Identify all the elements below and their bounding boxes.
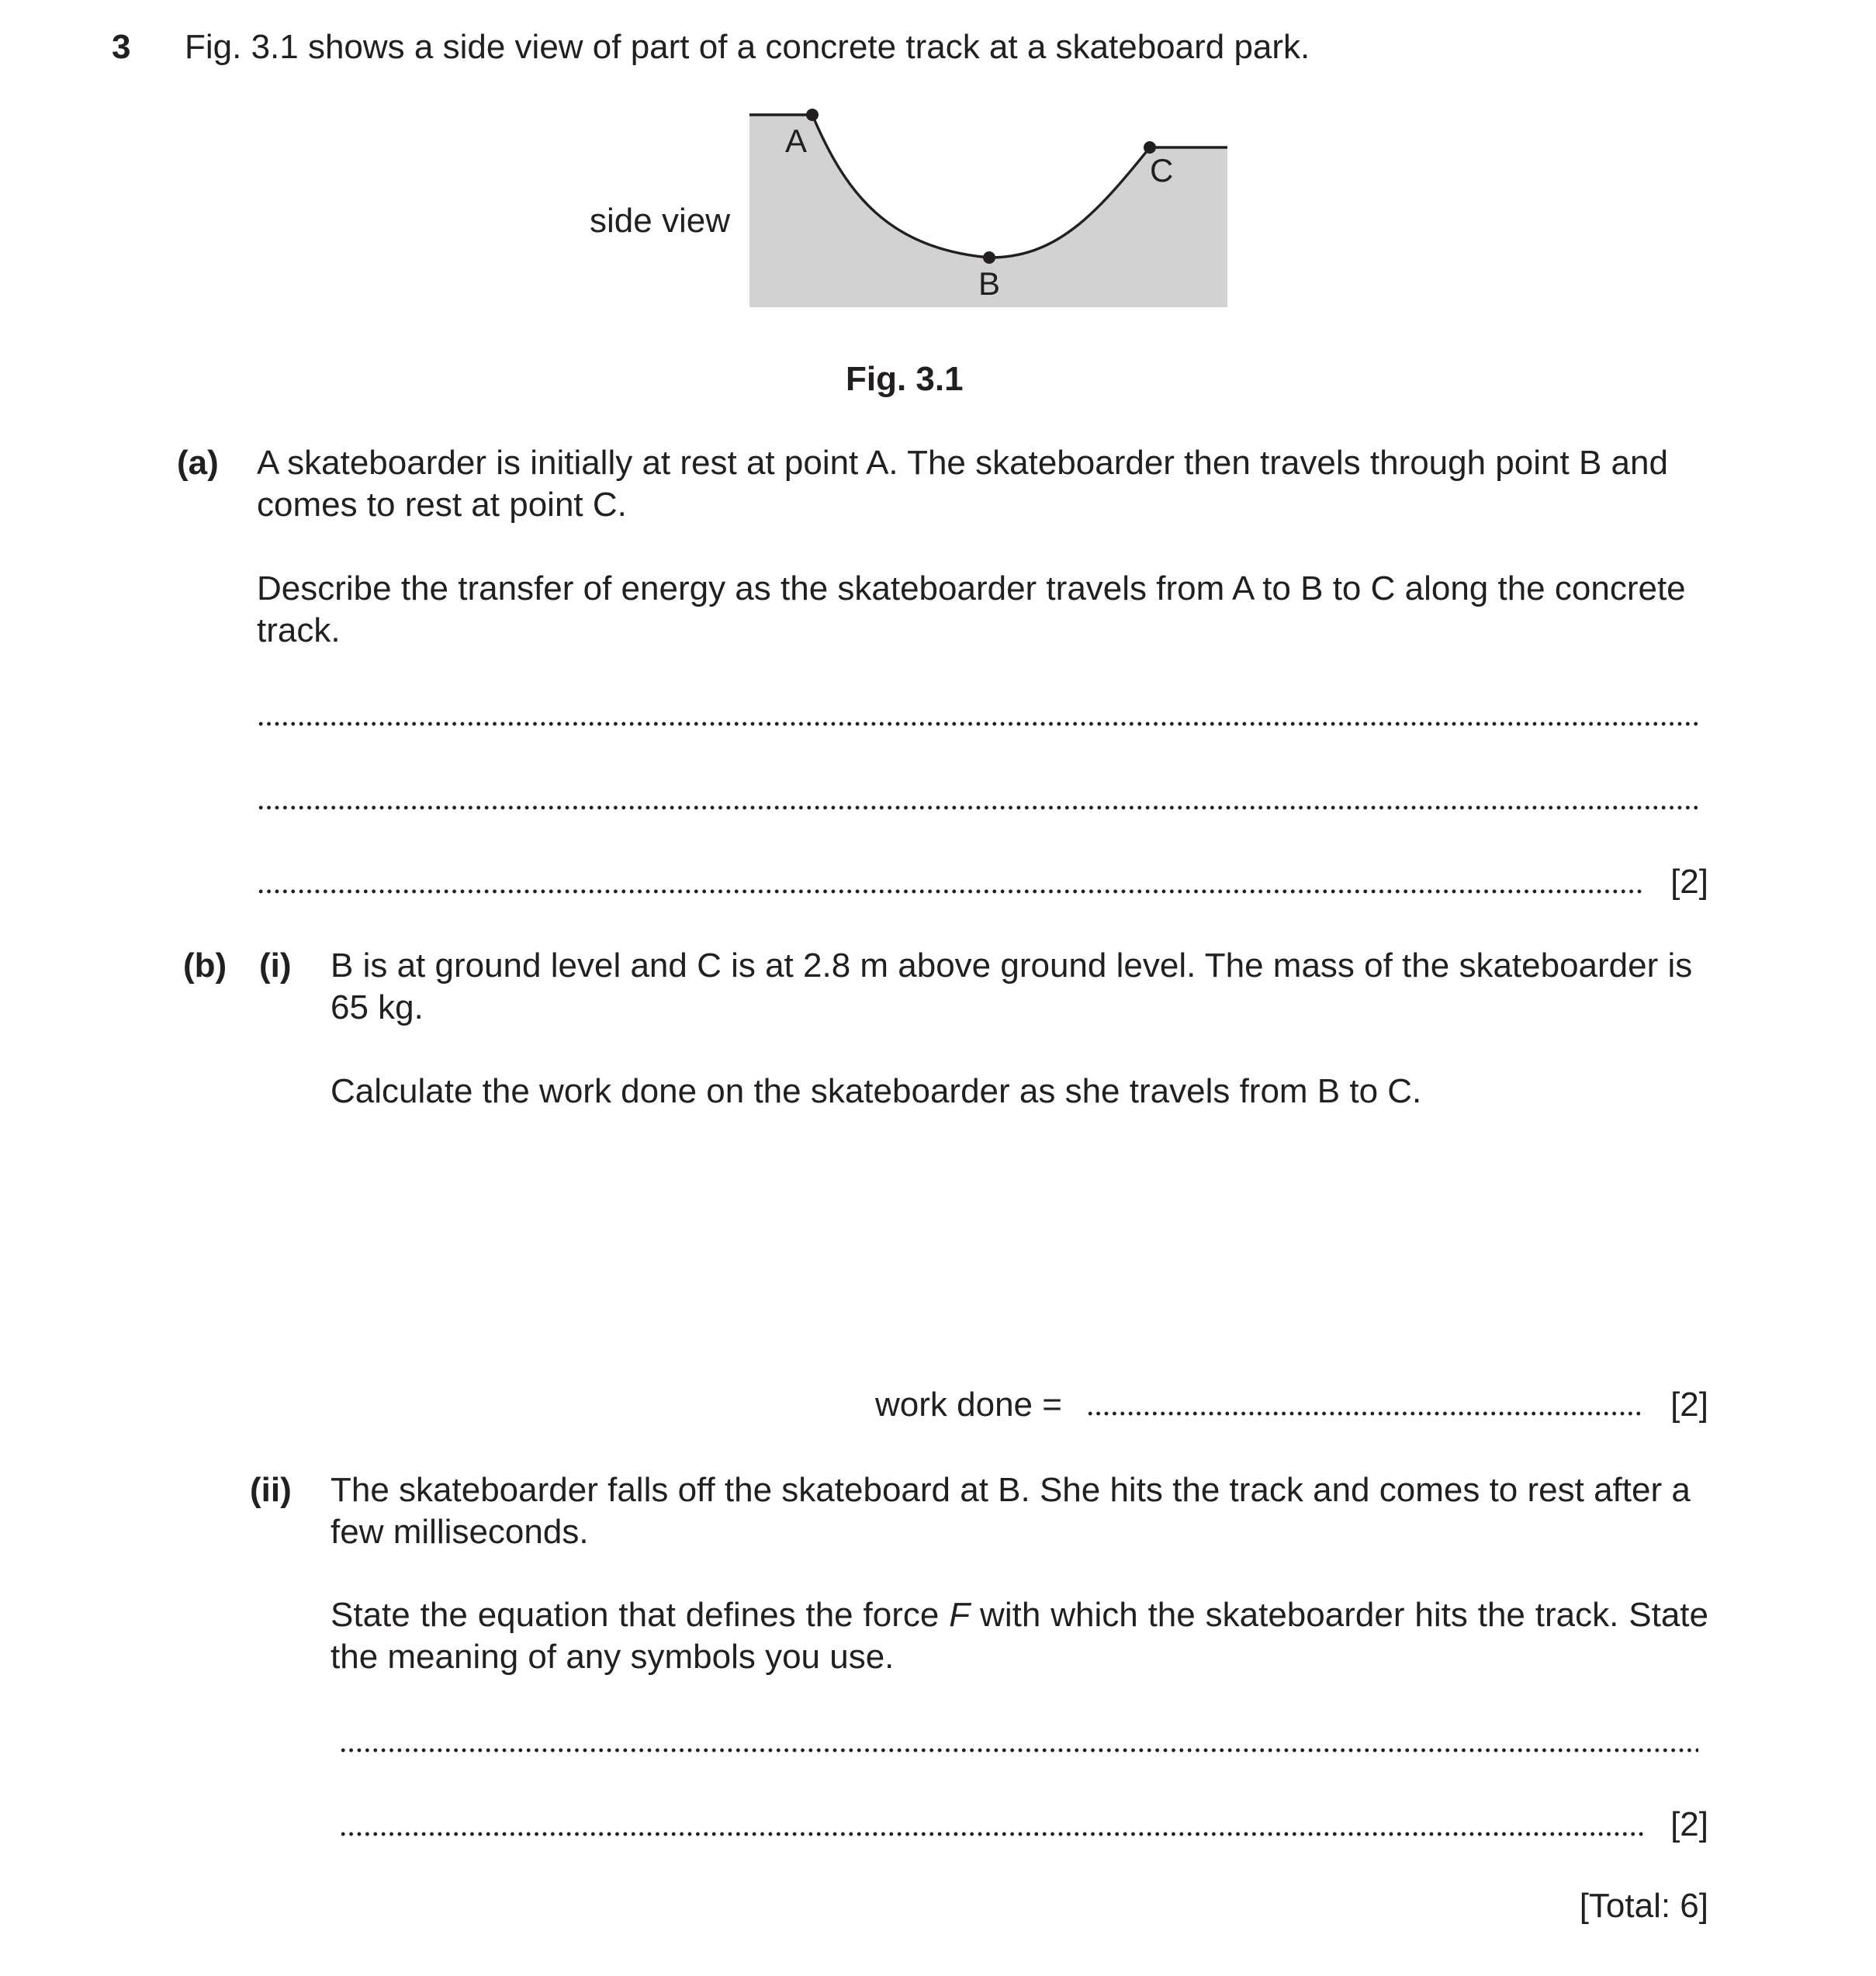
skate-track-figure [745, 109, 1234, 312]
point-c-label: C [1150, 152, 1174, 189]
part-a-label: (a) [177, 444, 219, 482]
part-b-ii-text-2-end: with which the skateboarder hits the track. State the meaning of any symbols you use. [331, 1596, 1708, 1676]
side-view-label: side view [590, 202, 730, 240]
part-b-i-label: (i) [259, 946, 292, 985]
answer-line [339, 1747, 1698, 1753]
work-done-label: work done = [875, 1386, 1062, 1424]
point-b-marker [983, 251, 995, 264]
part-b-i-marks: [2] [1670, 1386, 1708, 1424]
figure-caption: Fig. 3.1 [846, 360, 964, 398]
part-b-ii-text-2 [331, 1594, 1708, 1678]
part-b-ii-text-2-start: State the equation that defines the force [331, 1596, 950, 1634]
part-b-i-text-2: Calculate the work done on the skateboarder as she travels from B to C. [331, 1072, 1422, 1110]
question-intro: Fig. 3.1 shows a side view of part of a concrete track at a skateboard park. [185, 28, 1310, 66]
point-b-label: B [978, 265, 1001, 302]
part-b-ii-marks: [2] [1670, 1805, 1708, 1843]
question-number: 3 [112, 28, 131, 66]
answer-line [257, 888, 1646, 895]
work-done-answer-line [1086, 1410, 1645, 1417]
force-symbol: F [949, 1596, 971, 1634]
answer-line [257, 805, 1698, 811]
part-b-i-text-1: B is at ground level and C is at 2.8 m above ground level. The mass of the skateboarder is 65 kg. [331, 946, 1693, 1026]
part-a-marks: [2] [1670, 863, 1708, 901]
part-b-label: (b) [183, 946, 227, 985]
answer-line [257, 721, 1698, 727]
point-a-label: A [785, 123, 808, 159]
total-marks: [Total: 6] [1579, 1887, 1708, 1925]
part-a-text-2: Describe the transfer of energy as the skateboarder travels from A to B to C along the concrete track. [257, 569, 1686, 649]
part-b-ii-text-1: The skateboarder falls off the skateboard at B. She hits the track and comes to rest after a few milliseconds. [331, 1471, 1691, 1551]
part-a-text-1: A skateboarder is initially at rest at point A. The skateboarder then travels through point B and comes to rest at point C. [257, 444, 1668, 524]
answer-line [339, 1831, 1645, 1837]
part-b-ii-label: (ii) [250, 1471, 292, 1509]
point-a-marker [806, 109, 819, 121]
